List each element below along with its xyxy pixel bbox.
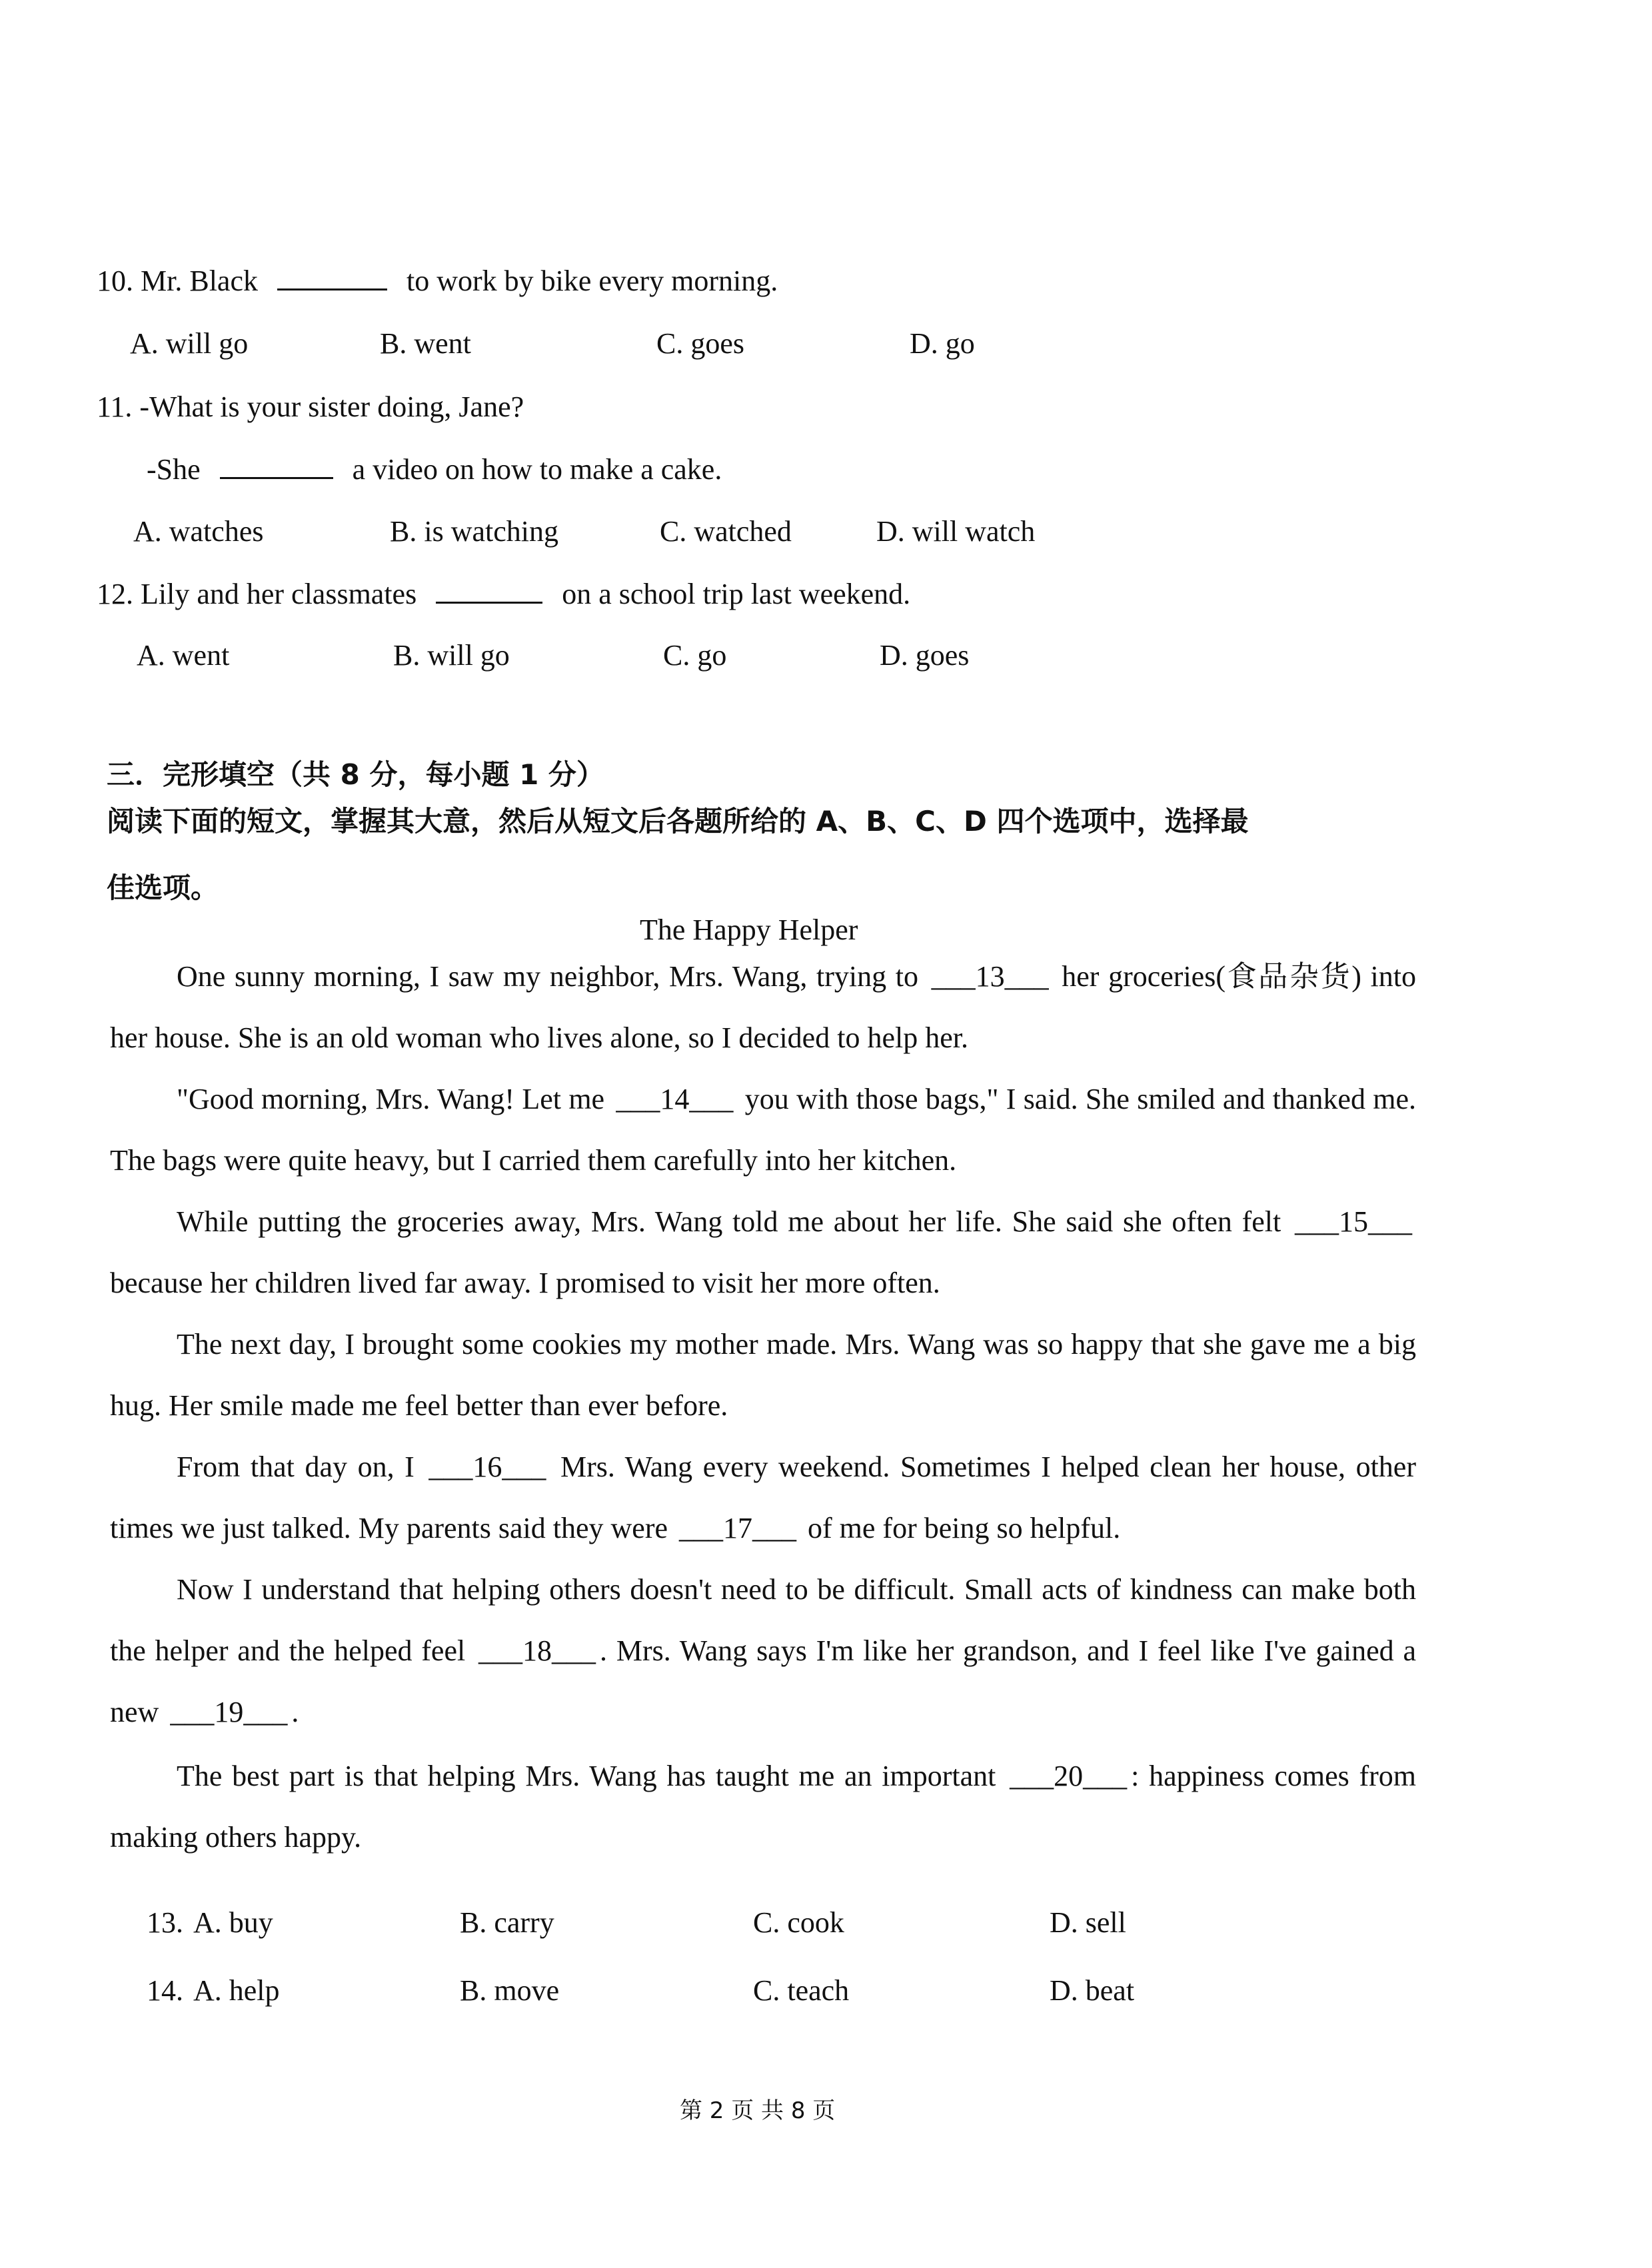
section-instruction-line1: 阅读下面的短文，掌握其大意，然后从短文后各题所给的 A、B、C、D 四个选项中，选择最 [107, 805, 1249, 838]
page-footer: 第 2 页 共 8 页 [680, 2097, 836, 2124]
option-b[interactable]: B. carry [460, 1906, 554, 1939]
option-b[interactable]: B. went [380, 327, 471, 360]
question-text-before: -She [147, 453, 201, 486]
option-b[interactable]: B. move [460, 1974, 560, 2007]
option-c[interactable]: C. teach [753, 1974, 850, 2007]
blank-13[interactable]: ___13___ [931, 960, 1049, 993]
blank-16[interactable]: ___16___ [428, 1450, 546, 1483]
question-text-before: Mr. Black [141, 265, 258, 297]
section-instruction-line2: 佳选项。 [107, 871, 219, 904]
question-number: 10. [97, 265, 133, 297]
passage-paragraph-1: One sunny morning, I saw my neighbor, Mrs. Wang, trying to ___13___ her groceries(食品杂货) into her house. She is an old woman who lives alone, so I decided to help her. [110, 960, 1416, 1054]
option-a[interactable]: A. watches [133, 515, 264, 548]
blank-15[interactable]: ___15___ [1295, 1205, 1412, 1238]
option-d[interactable]: D. goes [880, 639, 970, 672]
question-text-line1: -What is your sister doing, Jane? [139, 390, 524, 423]
blank-14[interactable]: ___14___ [616, 1083, 734, 1115]
option-a[interactable]: A. help [193, 1974, 280, 2007]
question-number: 11. [97, 390, 133, 423]
option-a[interactable]: A. went [137, 639, 230, 672]
option-d[interactable]: D. sell [1050, 1906, 1126, 1939]
option-c[interactable]: C. watched [660, 515, 792, 548]
passage-paragraph-6: Now I understand that helping others doesn't need to be difficult. Small acts of kindness can make both the helper and the helped feel ___18___ . Mrs. Wang says I'm like her grandson, and I feel like I've gained a new ___19___ . [110, 1573, 1416, 1728]
blank-17[interactable]: ___17___ [679, 1512, 797, 1544]
section-title: 三．完形填空（共 8 分，每小题 1 分） [107, 758, 604, 791]
passage-paragraph-2: "Good morning, Mrs. Wang! Let me ___14___ you with those bags," I said. She smiled and thanked me. The bags were quite heavy, but I carried them carefully into her kitchen. [110, 1083, 1417, 1177]
option-a[interactable]: A. buy [193, 1906, 273, 1939]
blank-20[interactable]: ___20___ [1010, 1760, 1128, 1792]
question-10 [97, 263, 778, 298]
passage-paragraph-7: The best part is that helping Mrs. Wang has taught me an important ___20___ : happiness comes from making others happy. [110, 1760, 1416, 1854]
question-text-after: to work by bike every morning. [406, 265, 778, 297]
option-a[interactable]: A. will go [130, 327, 249, 360]
passage-title: The Happy Helper [640, 913, 858, 946]
question-11-line2 [147, 452, 722, 486]
passage-paragraph-3: While putting the groceries away, Mrs. Wang told me about her life. She said she often felt ___15___ because her children lived far away. I promised to visit her more often. [110, 1191, 1416, 1314]
option-b[interactable]: B. will go [393, 639, 510, 672]
option-d[interactable]: D. go [910, 327, 975, 360]
question-text-after: on a school trip last weekend. [562, 578, 911, 610]
option-b[interactable]: B. is watching [390, 515, 558, 548]
question-text-before: Lily and her classmates [141, 578, 417, 610]
option-d[interactable]: D. beat [1050, 1974, 1135, 2007]
answer-blank[interactable] [436, 576, 542, 604]
option-c[interactable]: C. goes [656, 327, 744, 360]
question-11 [97, 390, 524, 424]
option-d[interactable]: D. will watch [876, 515, 1036, 548]
answer-blank[interactable] [277, 263, 387, 290]
question-number: 12. [97, 578, 133, 610]
question-number: 13. [147, 1906, 183, 1939]
blank-18[interactable]: ___18___ [478, 1634, 596, 1667]
blank-19[interactable]: ___19___ [170, 1696, 288, 1728]
passage-paragraph-5: From that day on, I ___16___ Mrs. Wang every weekend. Sometimes I helped clean her house, other times we just talked. My parents said they were ___17___ of me for being so helpful. [110, 1450, 1416, 1544]
option-c[interactable]: C. cook [753, 1906, 844, 1939]
passage-paragraph-4: The next day, I brought some cookies my mother made. Mrs. Wang was so happy that she gave me a big hug. Her smile made me feel better than ever before. [110, 1328, 1416, 1422]
question-number: 14. [147, 1974, 183, 2007]
answer-blank[interactable] [220, 452, 333, 479]
question-text-after: a video on how to make a cake. [352, 453, 722, 486]
option-c[interactable]: C. go [663, 639, 727, 672]
question-12 [97, 576, 910, 611]
